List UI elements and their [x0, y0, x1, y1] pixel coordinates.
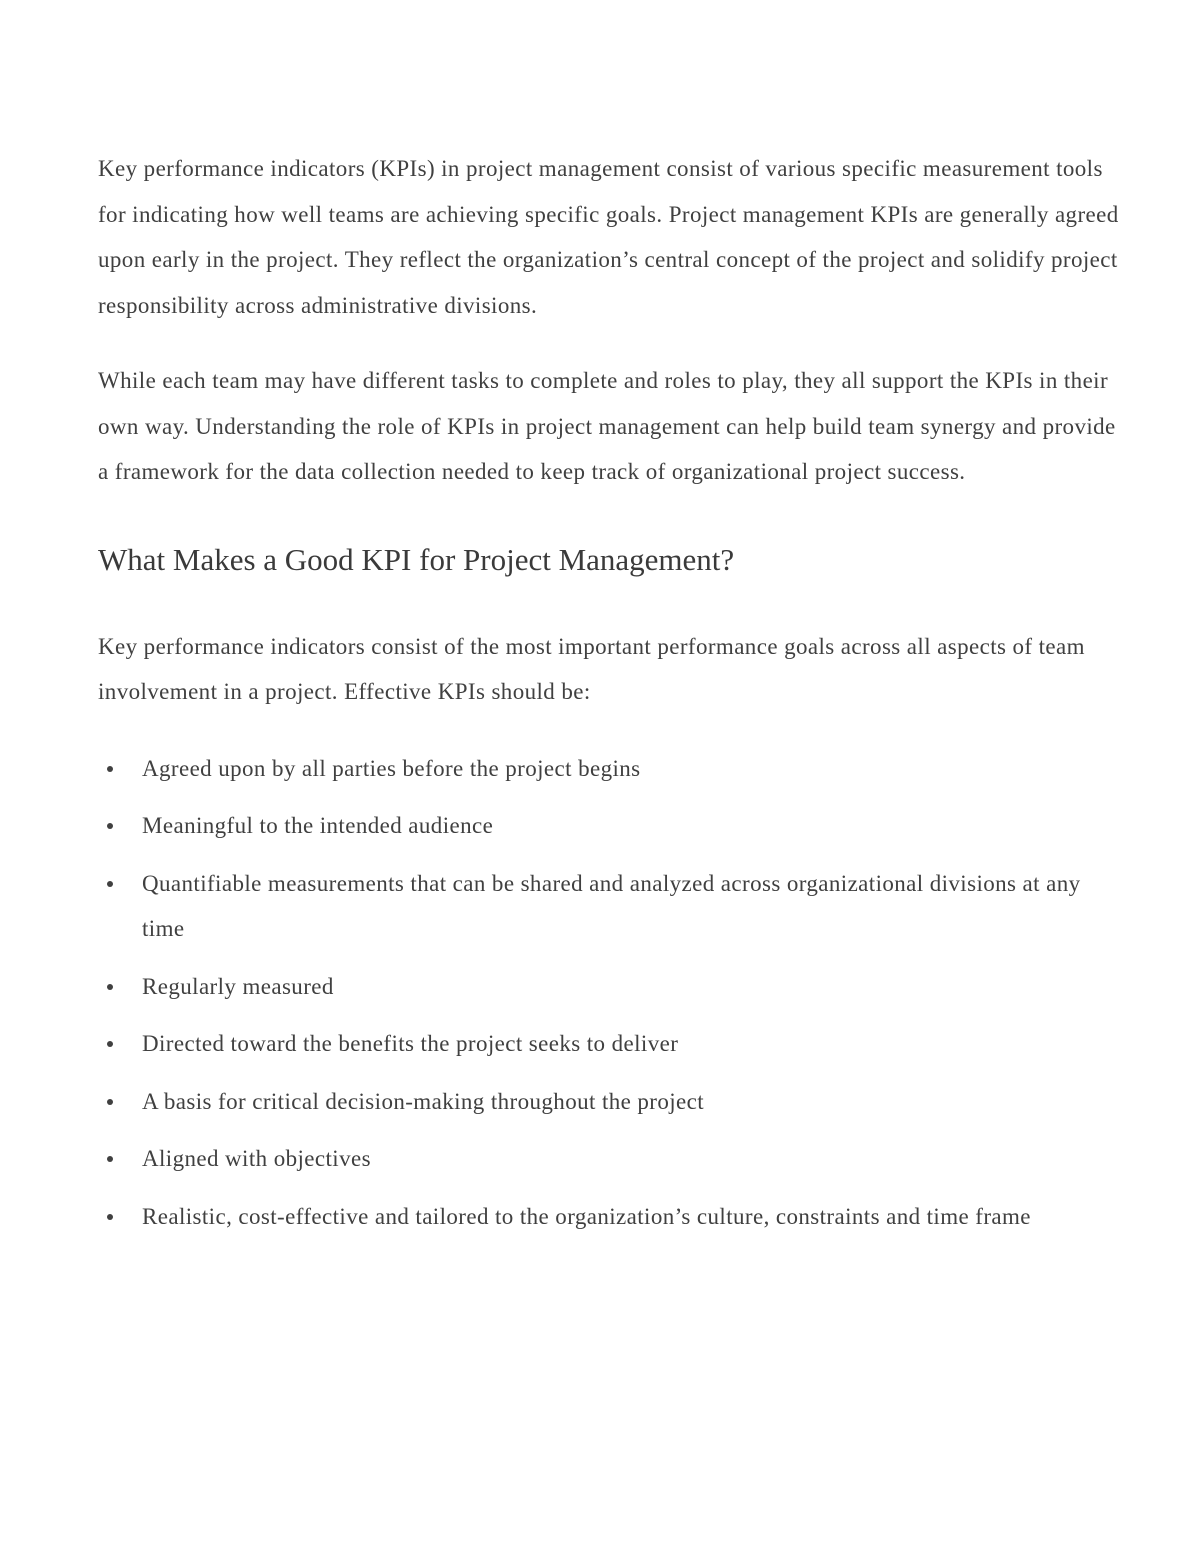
- list-item: Regularly measured: [98, 964, 1128, 1010]
- list-item: Aligned with objectives: [98, 1136, 1128, 1182]
- section-paragraph: Key performance indicators consist of the most important performance goals across all aspects of team involvement in a project. Effective KPIs should be:: [98, 633, 1085, 704]
- list-item: Directed toward the benefits the project seeks to deliver: [98, 1021, 1128, 1067]
- kpi-criteria-list: [98, 746, 1128, 1240]
- document-page: [98, 146, 1128, 1251]
- intro-paragraph-1: Key performance indicators (KPIs) in project management consist of various specific measurement tools for indicating how well teams are achieving specific goals. Project management KPIs are generally agreed upon early in the project. They reflect the organization’s central concept of the project and solidify project responsibility across administrative divisions.: [98, 156, 1119, 318]
- list-item: Quantifiable measurements that can be shared and analyzed across organizational divisions at any time: [98, 861, 1128, 952]
- list-item: A basis for critical decision-making throughout the project: [98, 1079, 1128, 1125]
- list-item: Meaningful to the intended audience: [98, 803, 1128, 849]
- list-item: Agreed upon by all parties before the project begins: [98, 746, 1128, 792]
- intro-paragraph-2: While each team may have different tasks to complete and roles to play, they all support the KPIs in their own way. Understanding the role of KPIs in project management can help build team synergy and provide a framework for the data collection needed to keep track of organizational project success.: [98, 368, 1116, 484]
- list-item: Realistic, cost-effective and tailored to the organization’s culture, constraints and time frame: [98, 1194, 1128, 1240]
- section-heading: What Makes a Good KPI for Project Management?: [98, 541, 735, 577]
